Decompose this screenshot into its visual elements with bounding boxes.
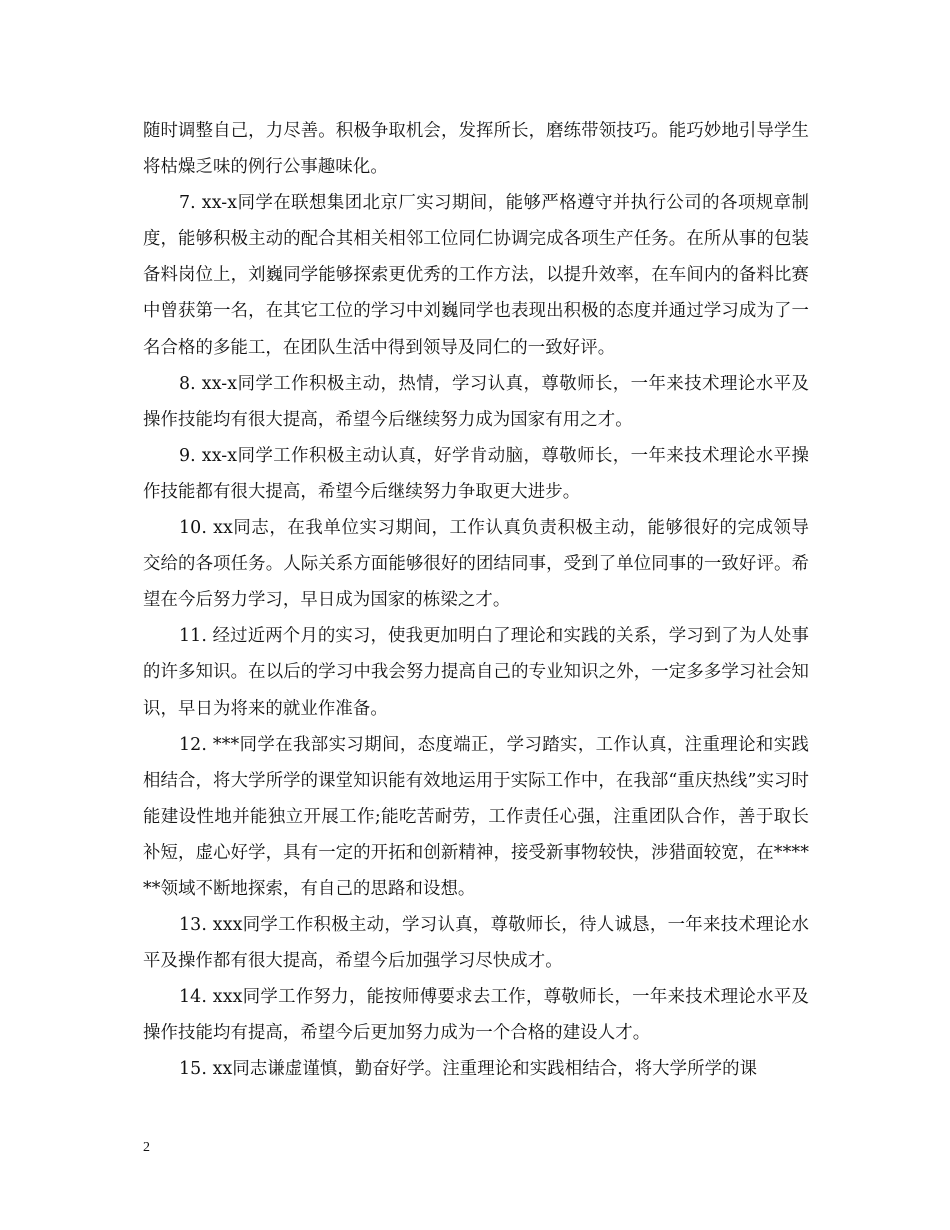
paragraph-item-8: 8. xx-x同学工作积极主动，热情，学习认真，尊敬师长，一年来技术理论水平及操作技能均有很大提高，希望今后继续努力成为国家有用之才。 <box>143 373 809 430</box>
paragraph-item-11: 11. 经过近两个月的实习，使我更加明白了理论和实践的关系，学习到了为人处事的许多知识。在以后的学习中我会努力提高自己的专业知识之外，一定多多学习社会知识，早日为将来的就业作准备。 <box>143 626 809 719</box>
document-body <box>143 113 809 1088</box>
paragraph-item-12: 12. ***同学在我部实习期间，态度端正，学习踏实，工作认真，注重理论和实践相结合，将大学所学的课堂知识能有效地运用于实际工作中，在我部“重庆热线”实习时能建设性地并能独立开展工作;能吃苦耐劳，工作责任心强，注重团队合作，善于取长补短，虚心好学，具有一定的开拓和创新精神，接受新事物较快，涉猎面较宽，在******领域不断地探索，有自己的思路和设想。 <box>143 734 809 899</box>
paragraph-item-10: 10. xx同志，在我单位实习期间，工作认真负责积极主动，能够很好的完成领导交给的各项任务。人际关系方面能够很好的团结同事，受到了单位同事的一致好评。希望在今后努力学习，早日成为国家的栋梁之才。 <box>143 518 809 611</box>
page-number: 2 <box>143 1140 150 1155</box>
paragraph-item-15: 15. xx同志谦虚谨慎，勤奋好学。注重理论和实践相结合，将大学所学的课 <box>179 1059 758 1080</box>
paragraph-continuation: 随时调整自己，力尽善。积极争取机会，发挥所长，磨练带领技巧。能巧妙地引导学生将枯燥乏味的例行公事趣味化。 <box>143 121 809 178</box>
paragraph-item-7: 7. xx-x同学在联想集团北京厂实习期间，能够严格遵守并执行公司的各项规章制度，能够积极主动的配合其相关相邻工位同仁协调完成各项生产任务。在所从事的包装备料岗位上，刘巍同学能够探索更优秀的工作方法，以提升效率，在车间内的备料比赛中曾获第一名，在其它工位的学习中刘巍同学也表现出积极的态度并通过学习成为了一名合格的多能工，在团队生活中得到领导及同仁的一致好评。 <box>143 193 809 358</box>
paragraph-item-13: 13. xxx同学工作积极主动，学习认真，尊敬师长，待人诚恳，一年来技术理论水平及操作都有很大提高，希望今后加强学习尽快成才。 <box>143 915 809 972</box>
paragraph-item-9: 9. xx-x同学工作积极主动认真，好学肯动脑，尊敬师长，一年来技术理论水平操作技能都有很大提高，希望今后继续努力争取更大进步。 <box>143 445 809 502</box>
paragraph-item-14: 14. xxx同学工作努力，能按师傅要求去工作，尊敬师长，一年来技术理论水平及操作技能均有提高，希望今后更加努力成为一个合格的建设人才。 <box>143 987 809 1044</box>
